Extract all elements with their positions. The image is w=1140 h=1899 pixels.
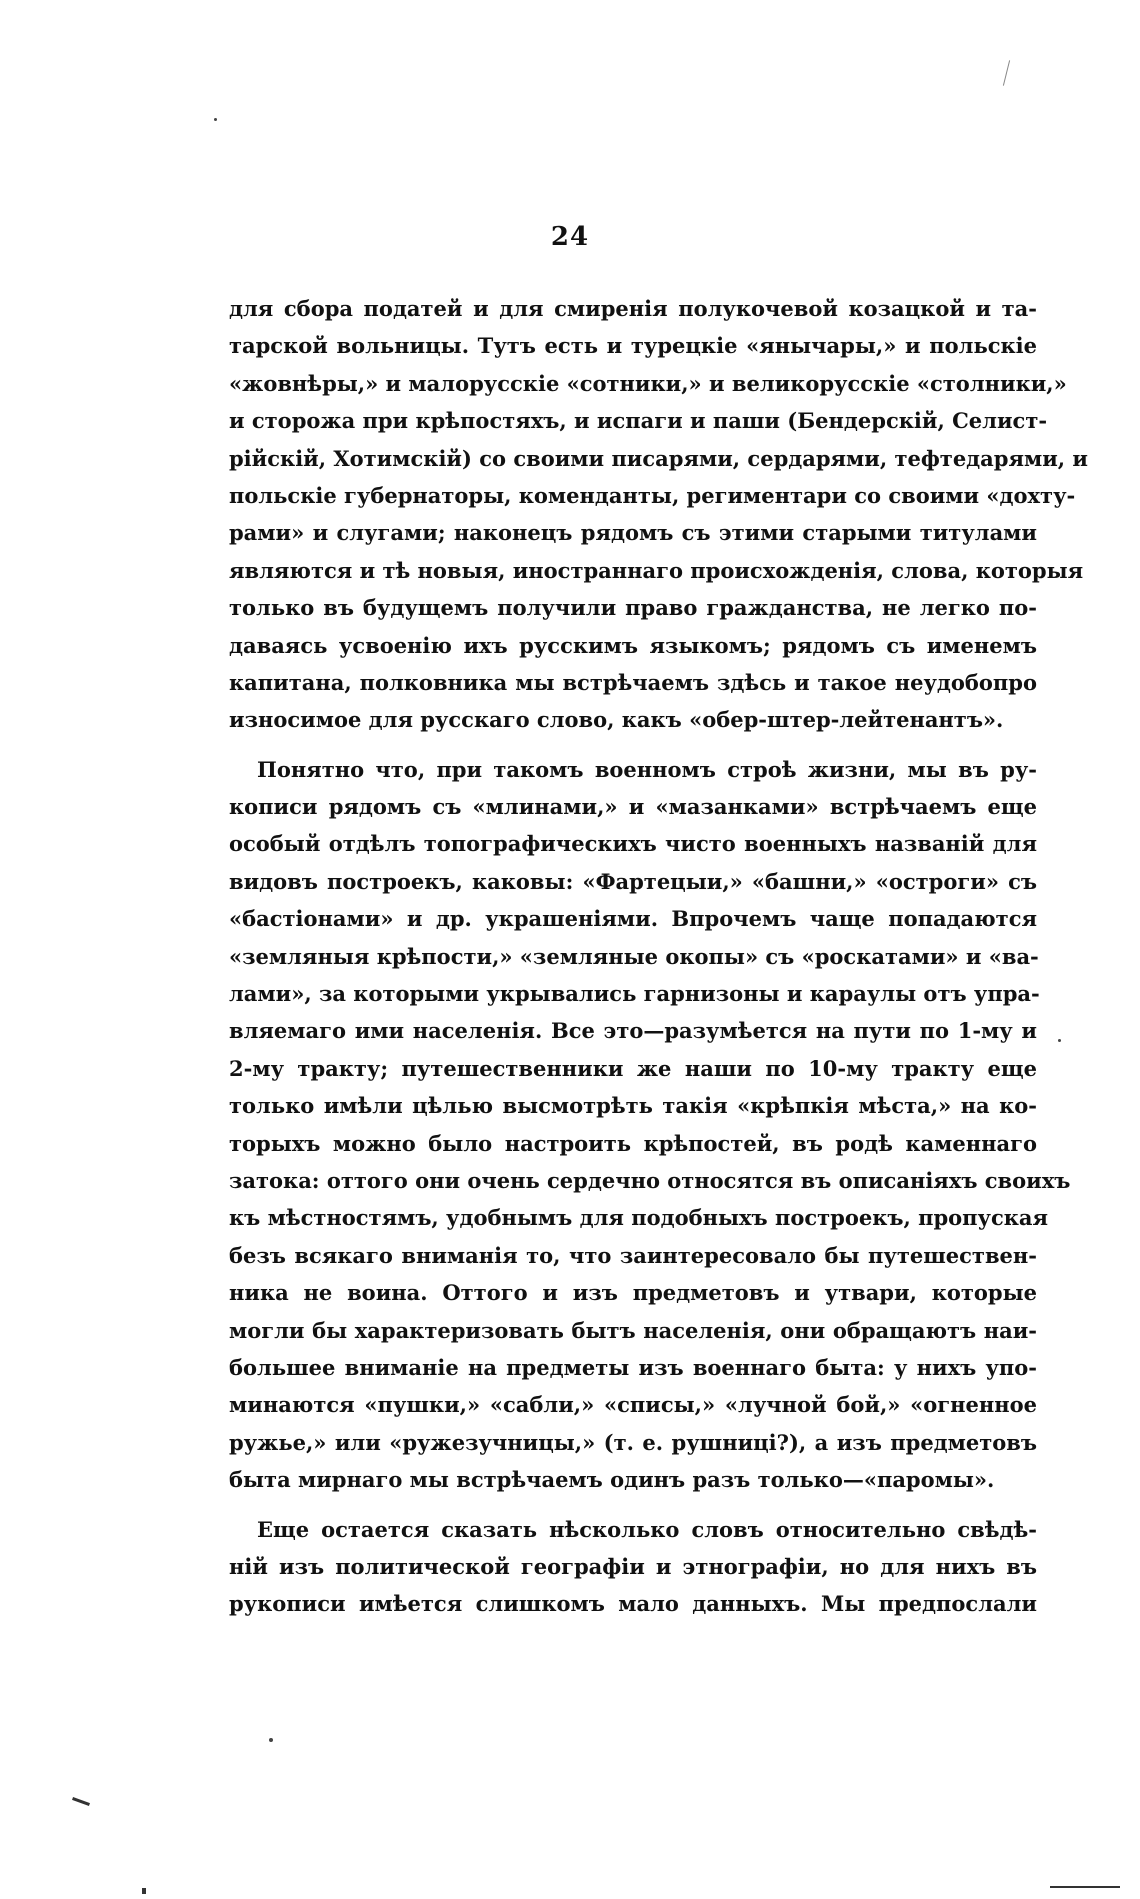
paragraph-1 [229, 290, 1088, 739]
text-line: польскіе губернаторы, коменданты, региментари со своими «дохту- [229, 482, 1076, 508]
text-line: «бастіонами» и др. украшеніями. Впрочемъ чаще попадаются [229, 906, 1037, 932]
text-line: тарской вольницы. Тутъ есть и турецкіе «янычары,» и польскіе [229, 333, 1037, 359]
text-line: «земляныя крѣпости,» «земляные окопы» съ «роскатами» и «ва- [229, 943, 1039, 969]
text-line: для сбора податей и для смиренія полукочевой козацкой и та- [229, 296, 1037, 321]
text-line: торыхъ можно было настроить крѣпостей, въ родѣ каменнаго [229, 1130, 1037, 1156]
text-line: затока: оттого они очень сердечно относятся въ описаніяхъ своихъ [229, 1167, 1071, 1193]
paragraph-2 [229, 751, 1071, 1499]
text-line: большее вниманіе на предметы изъ военнаго быта: у нихъ упо- [229, 1354, 1037, 1380]
paragraph-3 [229, 1511, 1037, 1623]
text-line: износимое для русскаго слово, какъ «обер-штер-лейтенантъ». [229, 707, 1004, 733]
text-line: являются и тѣ новыя, иностраннаго происхожденія, слова, которыя [229, 557, 1084, 583]
page-number: 24 [550, 222, 590, 252]
scan-speck [269, 1738, 273, 1742]
text-line: Понятно что, при такомъ военномъ строѣ жизни, мы въ ру- [257, 756, 1037, 782]
text-line: минаются «пушки,» «сабли,» «списы,» «лучной бой,» «огненное [229, 1392, 1037, 1418]
text-line: вляемаго ими населенія. Все это—разумѣется на пути по 1-му и [229, 1018, 1037, 1044]
text-line: 2-му тракту; путешественники же наши по 10-му тракту еще [229, 1055, 1037, 1081]
text-line: ружье,» или «ружезучницы,» (т. е. рушниці?), а изъ предметовъ [229, 1429, 1037, 1455]
text-line: быта мирнаго мы встрѣчаемъ одинъ разъ только—«паромы». [229, 1467, 995, 1493]
body-text [229, 290, 1088, 1623]
scan-edge-mark [1003, 60, 1010, 85]
text-line: ника не воина. Оттого и изъ предметовъ и утвари, которые [229, 1280, 1037, 1306]
scan-edge-mark [72, 1797, 90, 1806]
text-line: капитана, полковника мы встрѣчаемъ здѣсь и такое неудобопро [229, 669, 1037, 695]
text-line: видовъ построекъ, каковы: «Фартецыи,» «башни,» «остроги» съ [229, 868, 1037, 894]
text-line: къ мѣстностямъ, удобнымъ для подобныхъ построекъ, пропуская [229, 1205, 1049, 1231]
text-line: даваясь усвоенію ихъ русскимъ языкомъ; рядомъ съ именемъ [229, 632, 1037, 658]
text-line: безъ всякаго вниманія то, что заинтересовало бы путешествен- [229, 1242, 1037, 1268]
scan-speck [1058, 1039, 1061, 1042]
text-line: особый отдѣлъ топографическихъ чисто военныхъ названій для [229, 831, 1037, 857]
scan-edge-mark [1050, 1886, 1120, 1888]
text-line: Еще остается сказать нѣсколько словъ относительно свѣдѣ- [257, 1516, 1037, 1542]
scan-edge-mark [142, 1888, 146, 1894]
paragraph-gap [229, 1499, 1037, 1511]
text-line: могли бы характеризовать бытъ населенія, они обращаютъ наи- [229, 1317, 1037, 1343]
scan-speck [214, 118, 217, 121]
paragraph-gap [229, 739, 1037, 751]
text-line: только имѣли цѣлью высмотрѣть такія «крѣпкія мѣста,» на ко- [229, 1093, 1037, 1119]
text-line: ній изъ политической географіи и этнографіи, но для нихъ въ [229, 1553, 1037, 1579]
text-line: кописи рядомъ съ «млинами,» и «мазанками» встрѣчаемъ еще [229, 794, 1037, 820]
text-line: рукописи имѣется слишкомъ мало данныхъ. Мы предпослали [229, 1591, 1037, 1617]
text-line: и сторожа при крѣпостяхъ, и испаги и паши (Бендерскій, Селист- [229, 408, 1048, 434]
text-line: рами» и слугами; наконецъ рядомъ съ этими старыми титулами [229, 520, 1037, 546]
text-line: рійскій, Хотимскій) со своими писарями, сердарями, тефтедарями, и [229, 445, 1088, 471]
text-line: лами», за которыми укрывались гарнизоны и караулы отъ упра- [229, 981, 1040, 1007]
text-line: только въ будущемъ получили право гражданства, не легко по- [229, 595, 1037, 621]
text-line: «жовнѣры,» и малорусскіе «сотники,» и великорусскіе «столники,» [229, 370, 1067, 396]
